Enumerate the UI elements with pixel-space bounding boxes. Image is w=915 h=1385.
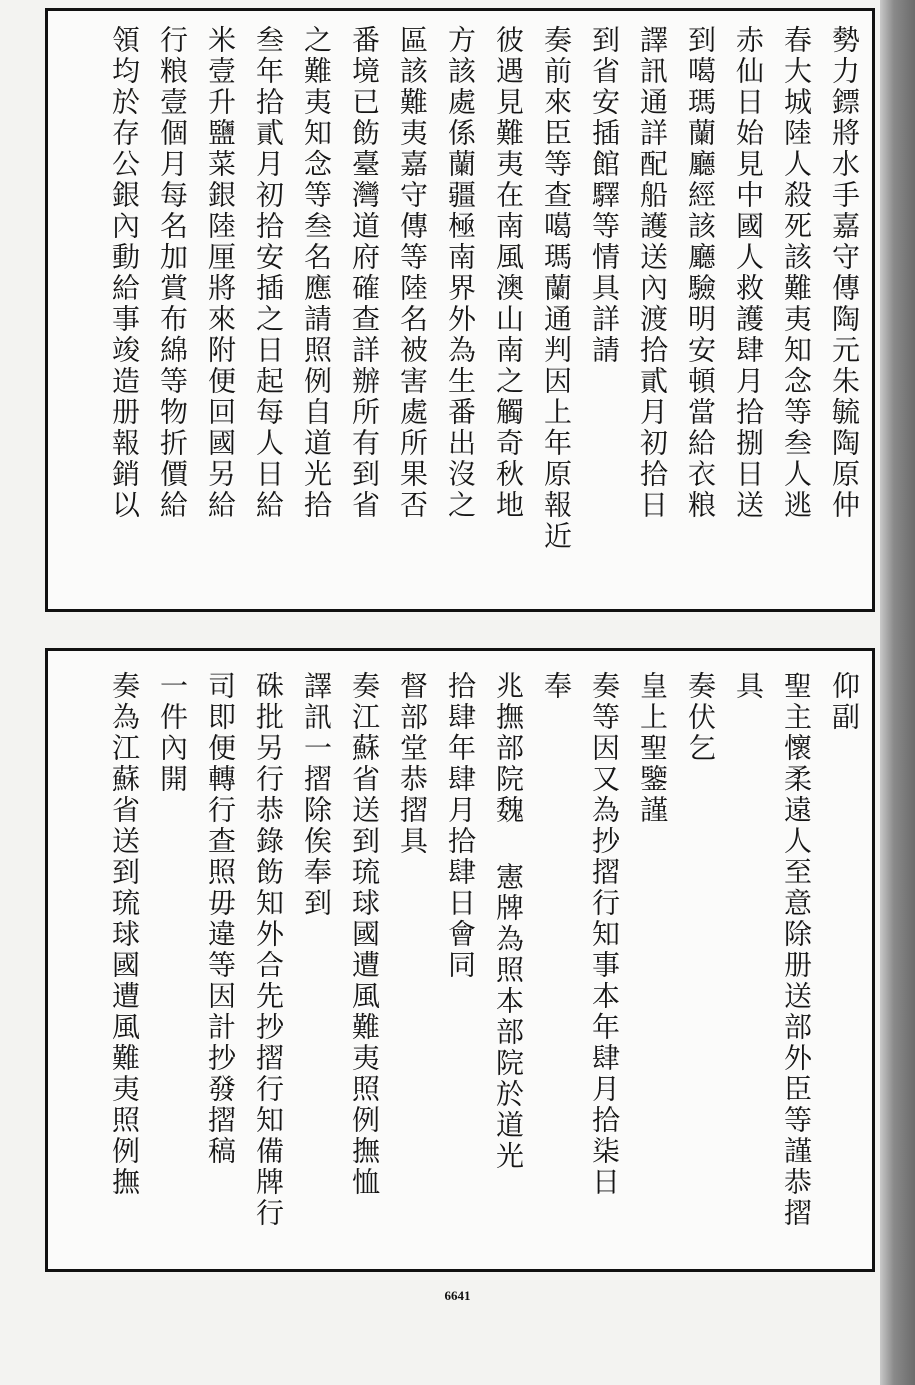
text-column: 聖主懷柔遠人至意除册送部外臣等謹恭摺	[780, 671, 813, 1229]
text-column: 硃批另行恭錄飭知外合先抄摺行知備牌行	[252, 671, 285, 1229]
text-column: 司即便轉行查照毋違等因計抄發摺稿	[204, 671, 237, 1167]
scan-page-edge	[880, 0, 915, 1385]
bottom-text-panel	[45, 648, 875, 1272]
page-number: 6641	[444, 1288, 471, 1303]
text-column: 春大城陸人殺死該難夷知念等叁人逃	[780, 25, 813, 521]
text-column: 到噶瑪蘭廳經該廳驗明安頓當給衣粮	[684, 25, 717, 521]
text-column: 之難夷知念等叁名應請照例自道光拾	[300, 25, 333, 521]
text-column: 奏江蘇省送到琉球國遭風難夷照例撫恤	[348, 671, 381, 1198]
text-column: 奏為江蘇省送到琉球國遭風難夷照例撫	[108, 671, 141, 1198]
text-column: 彼遇見難夷在南風澳山南之觸奇秋地	[492, 25, 525, 521]
text-column: 區該難夷嘉守傳等陸名被害處所果否	[396, 25, 429, 521]
text-column: 兆撫部院魏 憲牌為照本部院於道光	[492, 671, 525, 1172]
text-column: 拾肆年肆月拾肆日會同	[444, 671, 477, 981]
text-column: 具	[732, 671, 765, 702]
text-column: 督部堂恭摺具	[396, 671, 429, 857]
text-column: 一件內開	[156, 671, 189, 795]
text-column: 米壹升鹽菜銀陸厘將來附便回國另給	[204, 25, 237, 521]
text-column: 叁年拾貳月初拾安插之日起每人日給	[252, 25, 285, 521]
text-column: 行粮壹個月每名加賞布綿等物折價給	[156, 25, 189, 521]
text-column: 奏伏乞	[684, 671, 717, 764]
text-column: 奏前來臣等查噶瑪蘭通判因上年原報近	[540, 25, 573, 552]
text-column: 領均於存公銀內動給事竣造册報銷以	[108, 25, 141, 521]
text-column: 譯訊一摺除俟奉到	[300, 671, 333, 919]
text-column: 奏等因又為抄摺行知事本年肆月拾柒日	[588, 671, 621, 1198]
text-column: 皇上聖鑒謹	[636, 671, 669, 826]
text-column: 番境已飭臺灣道府確查詳辦所有到省	[348, 25, 381, 521]
top-text-panel	[45, 8, 875, 612]
text-column: 仰副	[828, 671, 861, 733]
text-column: 譯訊通詳配船護送內渡拾貳月初拾日	[636, 25, 669, 521]
text-column: 方該處係蘭疆極南界外為生番出沒之	[444, 25, 477, 521]
text-column: 奉	[540, 671, 573, 702]
text-column: 到省安插館驛等情具詳請	[588, 25, 621, 366]
text-column: 赤仙日始見中國人救護肆月拾捌日送	[732, 25, 765, 521]
text-column: 勢力鏢將水手嘉守傳陶元朱毓陶原仲	[828, 25, 861, 521]
